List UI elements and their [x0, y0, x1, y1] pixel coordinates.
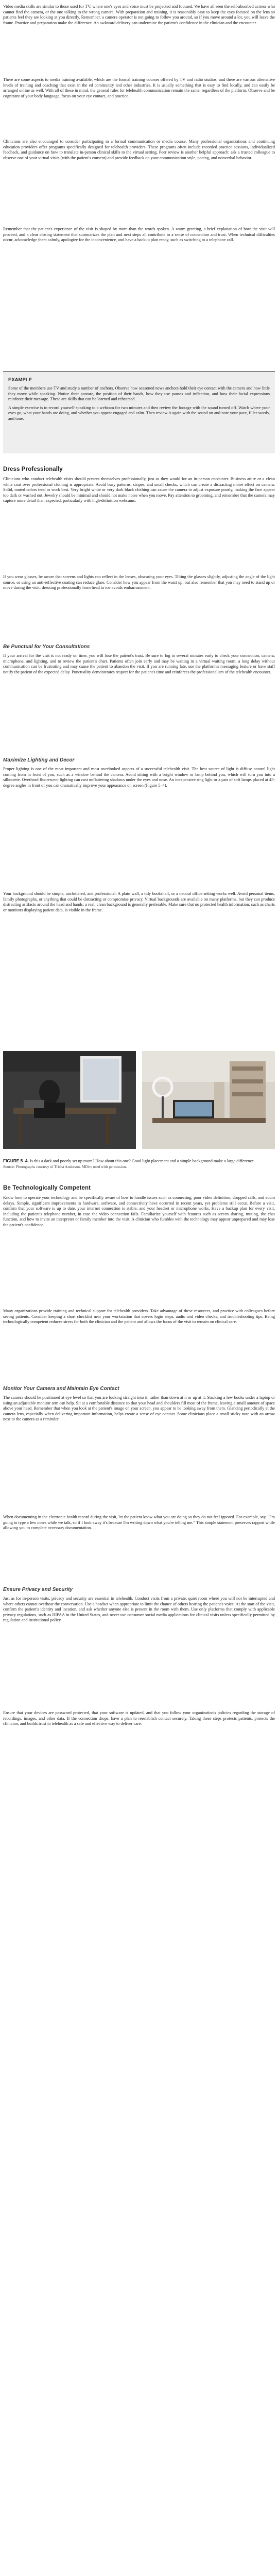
body-paragraph: Remember that the patient's experience of the visit is shaped by more than the words spoken. A warm greeting, a brief explanation of how the visit will proceed, and a clear closing statement that summarizes the plan and next steps all contribute to a sense of connection and trust. When technical difficulties occur, acknowledge them calmly, apologize for the inconvenience, and have a backup plan ready, such as switching to a telephone call. — [3, 227, 275, 243]
section-heading: Monitor Your Camera and Maintain Eye Contact — [3, 1386, 119, 1392]
section-paragraph: Just as for in-person visits, privacy and security are essential in telehealth. Conduct visits from a private, quiet room where you will not be interrupted and where others cannot overhear the conversation. Use a headset when appropriate to limit the chance of others hearing the patient's voice. At the start of the visit, confirm the patient's identity and location, and ask whether anyone else is present in the room with them. Use only platforms that comply with applicable privacy regulations, such as HIPAA in the United States, and never use consumer social media applications for clinical visits unless specifically permitted by regulation and institutional policy. — [3, 1596, 275, 1623]
section-paragraph: The camera should be positioned at eye level so that you are looking straight into it, rather than down at it or up at it. Stacking a few books under a laptop or using an adjustable monitor arm can help. Sit at a comfortable distance so that your head and shoulders fill most of the frame, leaving a small amount of space above your head. Remember that when you look at the patient's image on your screen, you appear to be looking away from them. Glancing periodically at the camera lens, especially when delivering important information, helps create a sense of eye contact. Some clinicians place a small sticky note with an arrow next to the camera as a reminder. — [3, 1395, 275, 1422]
intro-paragraph: Video media skills are similar to those used for TV, where one's eyes and voice must be projected and focused. We have all seen the self-absorbed actress who cannot find the camera, or the one talking to the wrong camera. With preparation and training, it is reasonably easy to keep the eyes focused on the lens so patients feel they are looking at you directly. Remember, a camera operator is not going to follow you around, so if you move around a lot, you will leave the frame. Practice and preparation make the difference. An awkward delivery can undermine the patient's confidence in the clinician and the encounter. — [3, 4, 275, 25]
figure-caption-text: Is this a dark and poorly set up room? How about this one? Good light placement and a simple background make a large difference. — [28, 1159, 255, 1164]
section-heading: Be Technologically Competent — [3, 1185, 91, 1191]
body-paragraph: There are some aspects to media training available, which are the formal training courses offered by TV and radio studios, and there are various alternative levels of training and coaching that exist in the ed community and other industries. It is usually something that is easy to find locally, and can easily be arranged online as well. With all of these in mind, the general rules for telehealth communication remain the same, regardless of the platform. Observe and be cognizant of your body language, focus on your eye contact, and practice. — [3, 77, 275, 98]
figure-label: FIGURE 5–4. — [3, 1158, 29, 1164]
section-heading: Maximize Lighting and Decor — [3, 757, 75, 763]
section-paragraph: Your background should be simple, uncluttered, and professional. A plain wall, a tidy bookshelf, or a neutral office setting works well. Avoid personal items, family photographs, or anything that could be distracting or compromise privacy. Virtual backgrounds are available on many platforms, but they can produce distracting artifacts around the head and hands; a real, clean background is generally preferable. Make sure that no protected health information, such as charts or monitors displaying patient data, is visible in the frame. — [3, 891, 275, 912]
example-paragraph: A simple exercise is to record yourself speaking to a webcam for two minutes and then review the footage with the sound turned off. Watch where your eyes go, what your hands are doing, and whether you appear engaged and calm. Then review it again with the sound on and note your pace, filler words, and tone. — [8, 405, 270, 421]
section-paragraph: When documenting in the electronic health record during the visit, let the patient know what you are doing so they do not feel ignored. For example, say, "I'm going to type a few notes while we talk, so if I look away it's because I'm writing down what you're telling me." This simple statement preserves rapport while allowing you to complete necessary documentation. — [3, 1515, 275, 1531]
section-paragraph: Clinicians who conduct telehealth visits should present themselves professionally, just as they would for an in-person encounter. Business attire or a clean white coat over professional clothing is appropriate. Avoid busy patterns, stripes, and small checks, which can create a distracting moiré effect on camera. Solid, muted colors tend to work best. Very bright white or very dark black clothing can cause the camera to adjust exposure poorly, making the face appear too dark or washed out. Jewelry should be minimal and should not make noise when you move. Pay attention to grooming, and remember that the camera may capture more detail than expected, particularly with high-definition webcams. — [3, 477, 275, 503]
section-paragraph: Many organizations provide training and technical support for telehealth providers. Take advantage of these resources, and practice with colleagues before seeing patients. Consider keeping a short checklist near your workstation that covers login steps, audio and video checks, and troubleshooting tips. Being technologically competent reduces stress for both the clinician and the patient and allows the focus of the visit to remain on clinical care. — [3, 1309, 275, 1325]
body-paragraph: Clinicians are also encouraged to consider participating in a formal communication or media course. Many professional organizations and continuing education providers offer programs specifically designed for telehealth providers. These programs often include recorded practice sessions, individualized feedback, and guidance on how to translate in-person clinical skills to the virtual setting. Peer review is another helpful approach: ask a trusted colleague to observe one of your virtual visits (with the patient's consent) and provide feedback on your communication style, pacing, and nonverbal behavior. — [3, 139, 275, 160]
section-heading: Dress Professionally — [3, 466, 63, 472]
section-heading: Ensure Privacy and Security — [3, 1587, 73, 1592]
section-paragraph: Proper lighting is one of the most important and most overlooked aspects of a successful telehealth visit. The best source of light is diffuse natural light coming from in front of you, such as a window behind the camera. Avoid sitting with a bright window or lamp behind you, which will turn you into a silhouette. Overhead fluorescent lighting can cast unflattering shadows under the eyes and nose. An inexpensive ring light or a pair of soft lamps placed at 45-degree angles in front of you can dramatically improve your appearance on screen (Figure 5–4). — [3, 767, 275, 788]
dark-room-photo — [3, 1051, 136, 1149]
example-title: EXAMPLE — [8, 377, 32, 383]
section-paragraph: Know how to operate your technology and be specifically aware of how to handle issues such as connecting, poor video definition, dropped calls, and audio delays. Simple, significant improvements in hardware, software, and connectivity have occurred in recent years, yet problems still occur. Before a visit, confirm that your software is up to date, your internet connection is stable, and your headset or microphone works. Have a backup plan for every visit, including the patient's telephone number, in case the video connection fails. Familiarize yourself with features such as screen sharing, muting, the chat function, and how to invite an interpreter or family member into the visit. A clinician who fumbles with the technology may appear unprepared and may lose the patient's confidence. — [3, 1195, 275, 1227]
section-paragraph: Ensure that your devices are password protected, that your software is updated, and that you follow your organization's policies regarding the storage of recordings, images, and other data. If the connection drops, have a plan to reestablish contact securely. Taking these steps protects patients, protects the clinician, and builds trust in telehealth as a safe and effective way to deliver care. — [3, 1710, 275, 1726]
figure-5-4 — [3, 1051, 275, 1149]
lit-room-photo — [142, 1051, 275, 1149]
example-box — [3, 371, 275, 453]
section-paragraph: If your arrival for the visit is not ready on time, you will lose the patient's trust. Be sure to log in several minutes early to check your connection, camera, microphone, and lighting, and to review the patient's chart. Patients often join early and may be waiting in a virtual waiting room; a long delay without communication can be frustrating and may cause the patient to abandon the visit. If you are running late, use the platform's messaging feature or have staff notify the patient of the expected delay. Punctuality demonstrates respect for the patient's time and reinforces the professionalism of the telehealth encounter. — [3, 653, 275, 674]
figure-source: Source: Photographs courtesy of Trisha Anderson, MDiv; used with permission. — [3, 1164, 127, 1169]
section-heading: Be Punctual for Your Consultations — [3, 644, 90, 650]
example-paragraph: Some of the members use TV and study a number of anchors. Observe how seasoned news anchors hold their eye contact with the camera and how little they move while speaking. Notice their posture, the position of their hands, how they use pauses and inflection, and how their facial expressions reinforce their message. These are skills that can be learned and rehearsed. — [8, 386, 270, 402]
section-paragraph: If you wear glasses, be aware that screens and lights can reflect in the lenses, obscuring your eyes. Tilting the glasses slightly, adjusting the angle of the light source, or using an anti-reflective coating can reduce glare. Consider how you appear from the waist up, but also remember that you may need to stand up or move during the visit; dressing professionally from head to toe avoids embarrassment. — [3, 574, 275, 590]
figure-caption — [3, 1158, 275, 1170]
